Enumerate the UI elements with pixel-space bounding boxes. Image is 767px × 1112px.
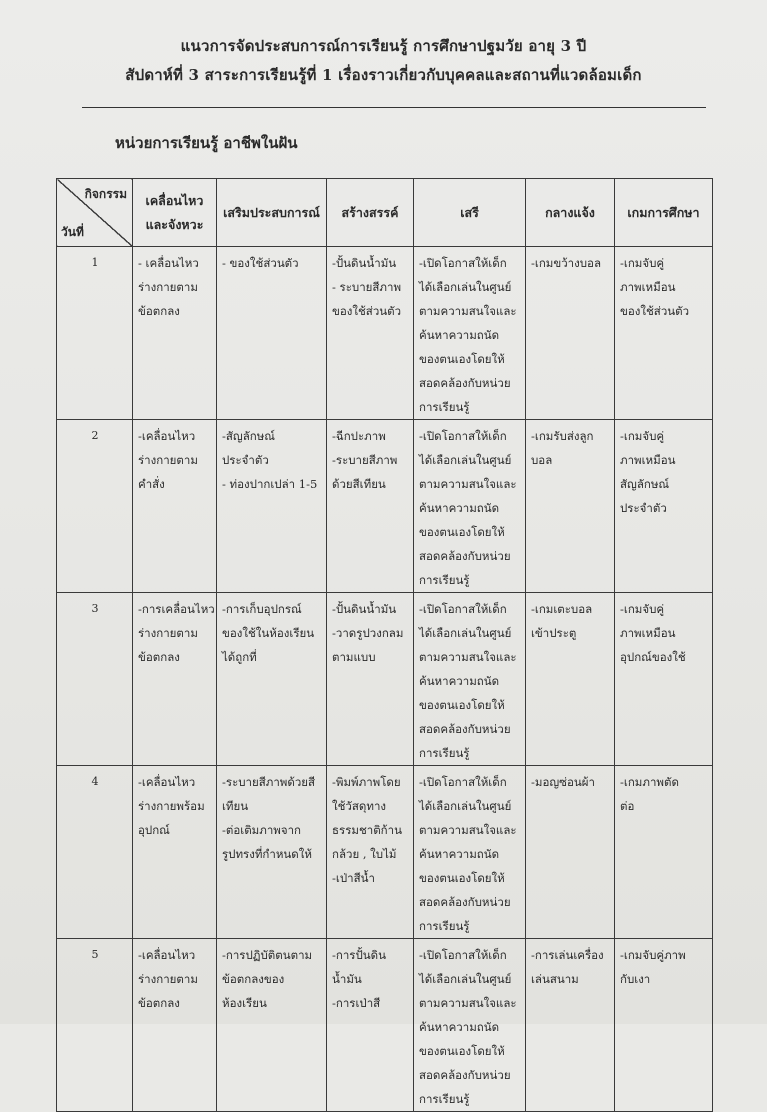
activity-line: ตามความสนใจและ — [419, 477, 517, 491]
activity-line: ได้ถูกที่ — [222, 650, 257, 664]
activity-line: ร่างกายตาม — [138, 453, 198, 467]
activity-line: - ของใช้ส่วนตัว — [222, 256, 299, 270]
column-header — [217, 179, 327, 247]
activity-line: สอดคล้องกับหน่วย — [419, 1068, 511, 1082]
activity-line: -เกมจับคู่ — [620, 429, 665, 443]
activity-line: -เปิดโอกาสให้เด็ก — [419, 256, 507, 270]
activity-line: -พิมพ์ภาพโดย — [332, 775, 401, 789]
activity-line: การเรียนรู้ — [419, 400, 470, 414]
activity-line: ค้นหาความถนัด — [419, 847, 500, 861]
day-number: 3 — [57, 593, 133, 766]
activity-line: ข้อตกลง — [138, 996, 180, 1010]
activity-line: น้ำมัน — [332, 972, 362, 986]
corner-activity-label: กิจกรรม — [84, 187, 127, 201]
activity-line: ใช้วัสดุทาง — [332, 799, 387, 813]
activity-line: -ต่อเติมภาพจาก — [222, 823, 302, 837]
activity-line: ธรรมชาติก้าน — [332, 823, 402, 837]
activity-cell — [526, 420, 615, 593]
activity-cell — [217, 420, 327, 593]
day-number: 5 — [57, 939, 133, 1112]
activity-line: -การเก็บอุปกรณ์ — [222, 602, 302, 616]
day-number: 2 — [57, 420, 133, 593]
activity-cell — [414, 939, 526, 1112]
activity-cell — [133, 766, 217, 939]
table-row — [57, 766, 713, 939]
activity-line: สอดคล้องกับหน่วย — [419, 549, 511, 563]
activity-line: ตามความสนใจและ — [419, 823, 517, 837]
activity-cell — [615, 766, 713, 939]
activity-line: -ปั้นดินน้ำมัน — [332, 256, 397, 270]
column-header — [327, 179, 414, 247]
activity-line: ตามความสนใจและ — [419, 650, 517, 664]
activity-line: ภาพเหมือน — [620, 626, 676, 640]
activity-line: เทียน — [222, 799, 249, 813]
activity-cell — [615, 247, 713, 420]
activity-line: ต่อ — [620, 799, 635, 813]
activity-cell — [327, 766, 414, 939]
document-title: แนวการจัดประสบการณ์การเรียนรู้ การศึกษาปฐมวัย อายุ 3 ปี — [180, 37, 587, 55]
table-row — [57, 939, 713, 1112]
activity-line: ตามความสนใจและ — [419, 996, 517, 1010]
day-number: 4 — [57, 766, 133, 939]
activity-line: -สัญลักษณ์ — [222, 429, 275, 443]
column-header — [526, 179, 615, 247]
column-header-label: สร้างสรรค์ — [341, 204, 399, 220]
activity-cell — [217, 593, 327, 766]
activity-line: ประจำตัว — [620, 501, 667, 515]
table-header-row — [57, 179, 713, 247]
activity-line: ค้นหาความถนัด — [419, 674, 500, 688]
activity-cell — [615, 593, 713, 766]
activity-line: ได้เลือกเล่นในศูนย์ — [419, 626, 512, 640]
activity-line: สอดคล้องกับหน่วย — [419, 722, 511, 736]
activity-cell — [133, 420, 217, 593]
activity-cell — [133, 593, 217, 766]
activity-plan-table — [56, 178, 713, 1112]
activity-line: การเรียนรู้ — [419, 573, 470, 587]
activity-cell — [327, 420, 414, 593]
activity-line: ของตนเองโดยให้ — [419, 871, 505, 885]
activity-line: อุปกณ์ของใช้ — [620, 650, 686, 664]
activity-cell — [526, 593, 615, 766]
activity-line: สัญลักษณ์ — [620, 477, 670, 491]
activity-line: -การเล่นเครื่อง — [531, 948, 604, 962]
activity-line: -ระบายสีภาพ — [332, 453, 398, 467]
activity-line: -เกมภาพตัด — [620, 775, 679, 789]
activity-line: เข้าประตู — [531, 626, 577, 640]
activity-line: -เคลื่อนไหว — [138, 948, 196, 962]
activity-line: -เกมจับคู่ — [620, 256, 665, 270]
activity-line: -ระบายสีภาพด้วยสี — [222, 775, 316, 789]
activity-line: ของใช้ในห้องเรียน — [222, 626, 315, 640]
activity-line: ของใช้ส่วนตัว — [620, 304, 690, 318]
activity-line: ของใช้ส่วนตัว — [332, 304, 402, 318]
activity-cell — [327, 939, 414, 1112]
activity-line: ข้อตกลง — [138, 304, 180, 318]
activity-line: ตามความสนใจและ — [419, 304, 517, 318]
table-row — [57, 593, 713, 766]
activity-line: การเรียนรู้ — [419, 919, 470, 933]
column-header-label: เสรี — [460, 204, 479, 220]
activity-line: ของตนเองโดยให้ — [419, 1044, 505, 1058]
activity-line: ภาพเหมือน — [620, 453, 676, 467]
activity-line: -เคลื่อนไหว — [138, 775, 196, 789]
activity-line: ตามแบบ — [332, 650, 376, 664]
activity-line: บอล — [531, 453, 553, 467]
activity-line: ค้นหาความถนัด — [419, 1020, 500, 1034]
activity-line: - ระบายสีภาพ — [332, 280, 402, 294]
activity-line: การเรียนรู้ — [419, 1092, 470, 1106]
activity-line: กล้วย , ใบไม้ — [332, 847, 397, 861]
activity-cell — [217, 939, 327, 1112]
corner-header-cell — [57, 179, 133, 247]
column-header — [133, 179, 217, 247]
activity-line: ของตนเองโดยให้ — [419, 698, 505, 712]
activity-line: สอดคล้องกับหน่วย — [419, 376, 511, 390]
activity-line: รูปทรงที่กำหนดให้ — [222, 847, 312, 861]
activity-cell — [133, 939, 217, 1112]
activity-line: ได้เลือกเล่นในศูนย์ — [419, 972, 512, 986]
activity-line: -เกมขว้างบอล — [531, 256, 602, 270]
activity-line: ประจำตัว — [222, 453, 269, 467]
activity-line: ของตนเองโดยให้ — [419, 352, 505, 366]
activity-cell — [414, 593, 526, 766]
column-header — [615, 179, 713, 247]
activity-cell — [414, 766, 526, 939]
activity-line: -มอญซ่อนผ้า — [531, 775, 595, 789]
column-header — [414, 179, 526, 247]
activity-cell — [217, 766, 327, 939]
activity-line: ข้อตกลง — [138, 650, 180, 664]
column-header-label: กลางแจ้ง — [545, 204, 595, 220]
activity-line: ได้เลือกเล่นในศูนย์ — [419, 799, 512, 813]
activity-line: ร่างกายตาม — [138, 280, 198, 294]
activity-line: - เคลื่อนไหว — [138, 256, 199, 270]
activity-cell — [414, 247, 526, 420]
activity-line: ภาพเหมือน — [620, 280, 676, 294]
activity-line: -การเป่าสี — [332, 996, 381, 1010]
activity-line: คำสั่ง — [138, 477, 165, 491]
activity-line: ได้เลือกเล่นในศูนย์ — [419, 280, 512, 294]
activity-line: -เปิดโอกาสให้เด็ก — [419, 948, 507, 962]
activity-line: -การเคลื่อนไหว — [138, 602, 215, 616]
activity-line: -เกมจับคู่ — [620, 602, 665, 616]
day-number: 1 — [57, 247, 133, 420]
activity-line: -ฉีกปะภาพ — [332, 429, 386, 443]
activity-line: ด้วยสีเทียน — [332, 477, 386, 491]
activity-cell — [217, 247, 327, 420]
activity-line: -การปฏิบัติตนตาม — [222, 948, 313, 962]
activity-line: ข้อตกลงของ — [222, 972, 285, 986]
activity-line: การเรียนรู้ — [419, 746, 470, 760]
activity-line: -การปั้นดิน — [332, 948, 386, 962]
activity-line: -เป่าสีน้ำ — [332, 871, 375, 885]
activity-line: -เกมจับคู่ภาพ — [620, 948, 686, 962]
activity-cell — [327, 593, 414, 766]
document-subtitle: สัปดาห์ที่ 3 สาระการเรียนรู้ที่ 1 เรื่องราวเกี่ยวกับบุคคลและสถานที่แวดล้อมเด็ก — [125, 66, 642, 84]
activity-line: -เกมเตะบอล — [531, 602, 593, 616]
activity-line: -เคลื่อนไหว — [138, 429, 196, 443]
corner-day-label: วันที่ — [61, 225, 84, 239]
activity-line: ร่างกายพร้อม — [138, 799, 205, 813]
activity-cell — [133, 247, 217, 420]
activity-line: -เปิดโอกาสให้เด็ก — [419, 602, 507, 616]
activity-line: ของตนเองโดยให้ — [419, 525, 505, 539]
column-header-label: และจังหวะ — [145, 216, 204, 232]
column-header-label: การศึกษา — [647, 204, 700, 220]
activity-cell — [526, 939, 615, 1112]
activity-line: - ท่องปากเปล่า 1-5 — [222, 477, 318, 491]
activity-line: ค้นหาความถนัด — [419, 501, 500, 515]
unit-title: หน่วยการเรียนรู้ อาชีพในฝัน — [115, 134, 298, 152]
activity-line: เล่นสนาม — [531, 972, 579, 986]
activity-line: อุปกณ์ — [138, 823, 170, 837]
activity-cell — [414, 420, 526, 593]
activity-line: -เกมรับส่งลูก — [531, 429, 594, 443]
activity-cell — [526, 766, 615, 939]
activity-line: ได้เลือกเล่นในศูนย์ — [419, 453, 512, 467]
activity-line: -เปิดโอกาสให้เด็ก — [419, 775, 507, 789]
activity-line: สอดคล้องกับหน่วย — [419, 895, 511, 909]
column-header-label: เกม — [627, 204, 648, 220]
activity-line: ร่างกายตาม — [138, 972, 198, 986]
table-row — [57, 247, 713, 420]
activity-line: ร่างกายตาม — [138, 626, 198, 640]
activity-line: -วาดรูปวงกลม — [332, 626, 404, 640]
activity-cell — [327, 247, 414, 420]
header-divider — [82, 107, 706, 108]
column-header-label: ประสบการณ์ — [250, 204, 320, 220]
column-header-label: เสริม — [223, 204, 251, 220]
activity-line: ค้นหาความถนัด — [419, 328, 500, 342]
table-row — [57, 420, 713, 593]
activity-line: -เปิดโอกาสให้เด็ก — [419, 429, 507, 443]
activity-line: ห้องเรียน — [222, 996, 267, 1010]
activity-cell — [615, 939, 713, 1112]
activity-cell — [615, 420, 713, 593]
activity-line: กับเงา — [620, 972, 651, 986]
column-header-label: เคลื่อนไหว — [145, 192, 204, 208]
activity-cell — [526, 247, 615, 420]
activity-line: -ปั้นดินน้ำมัน — [332, 602, 397, 616]
